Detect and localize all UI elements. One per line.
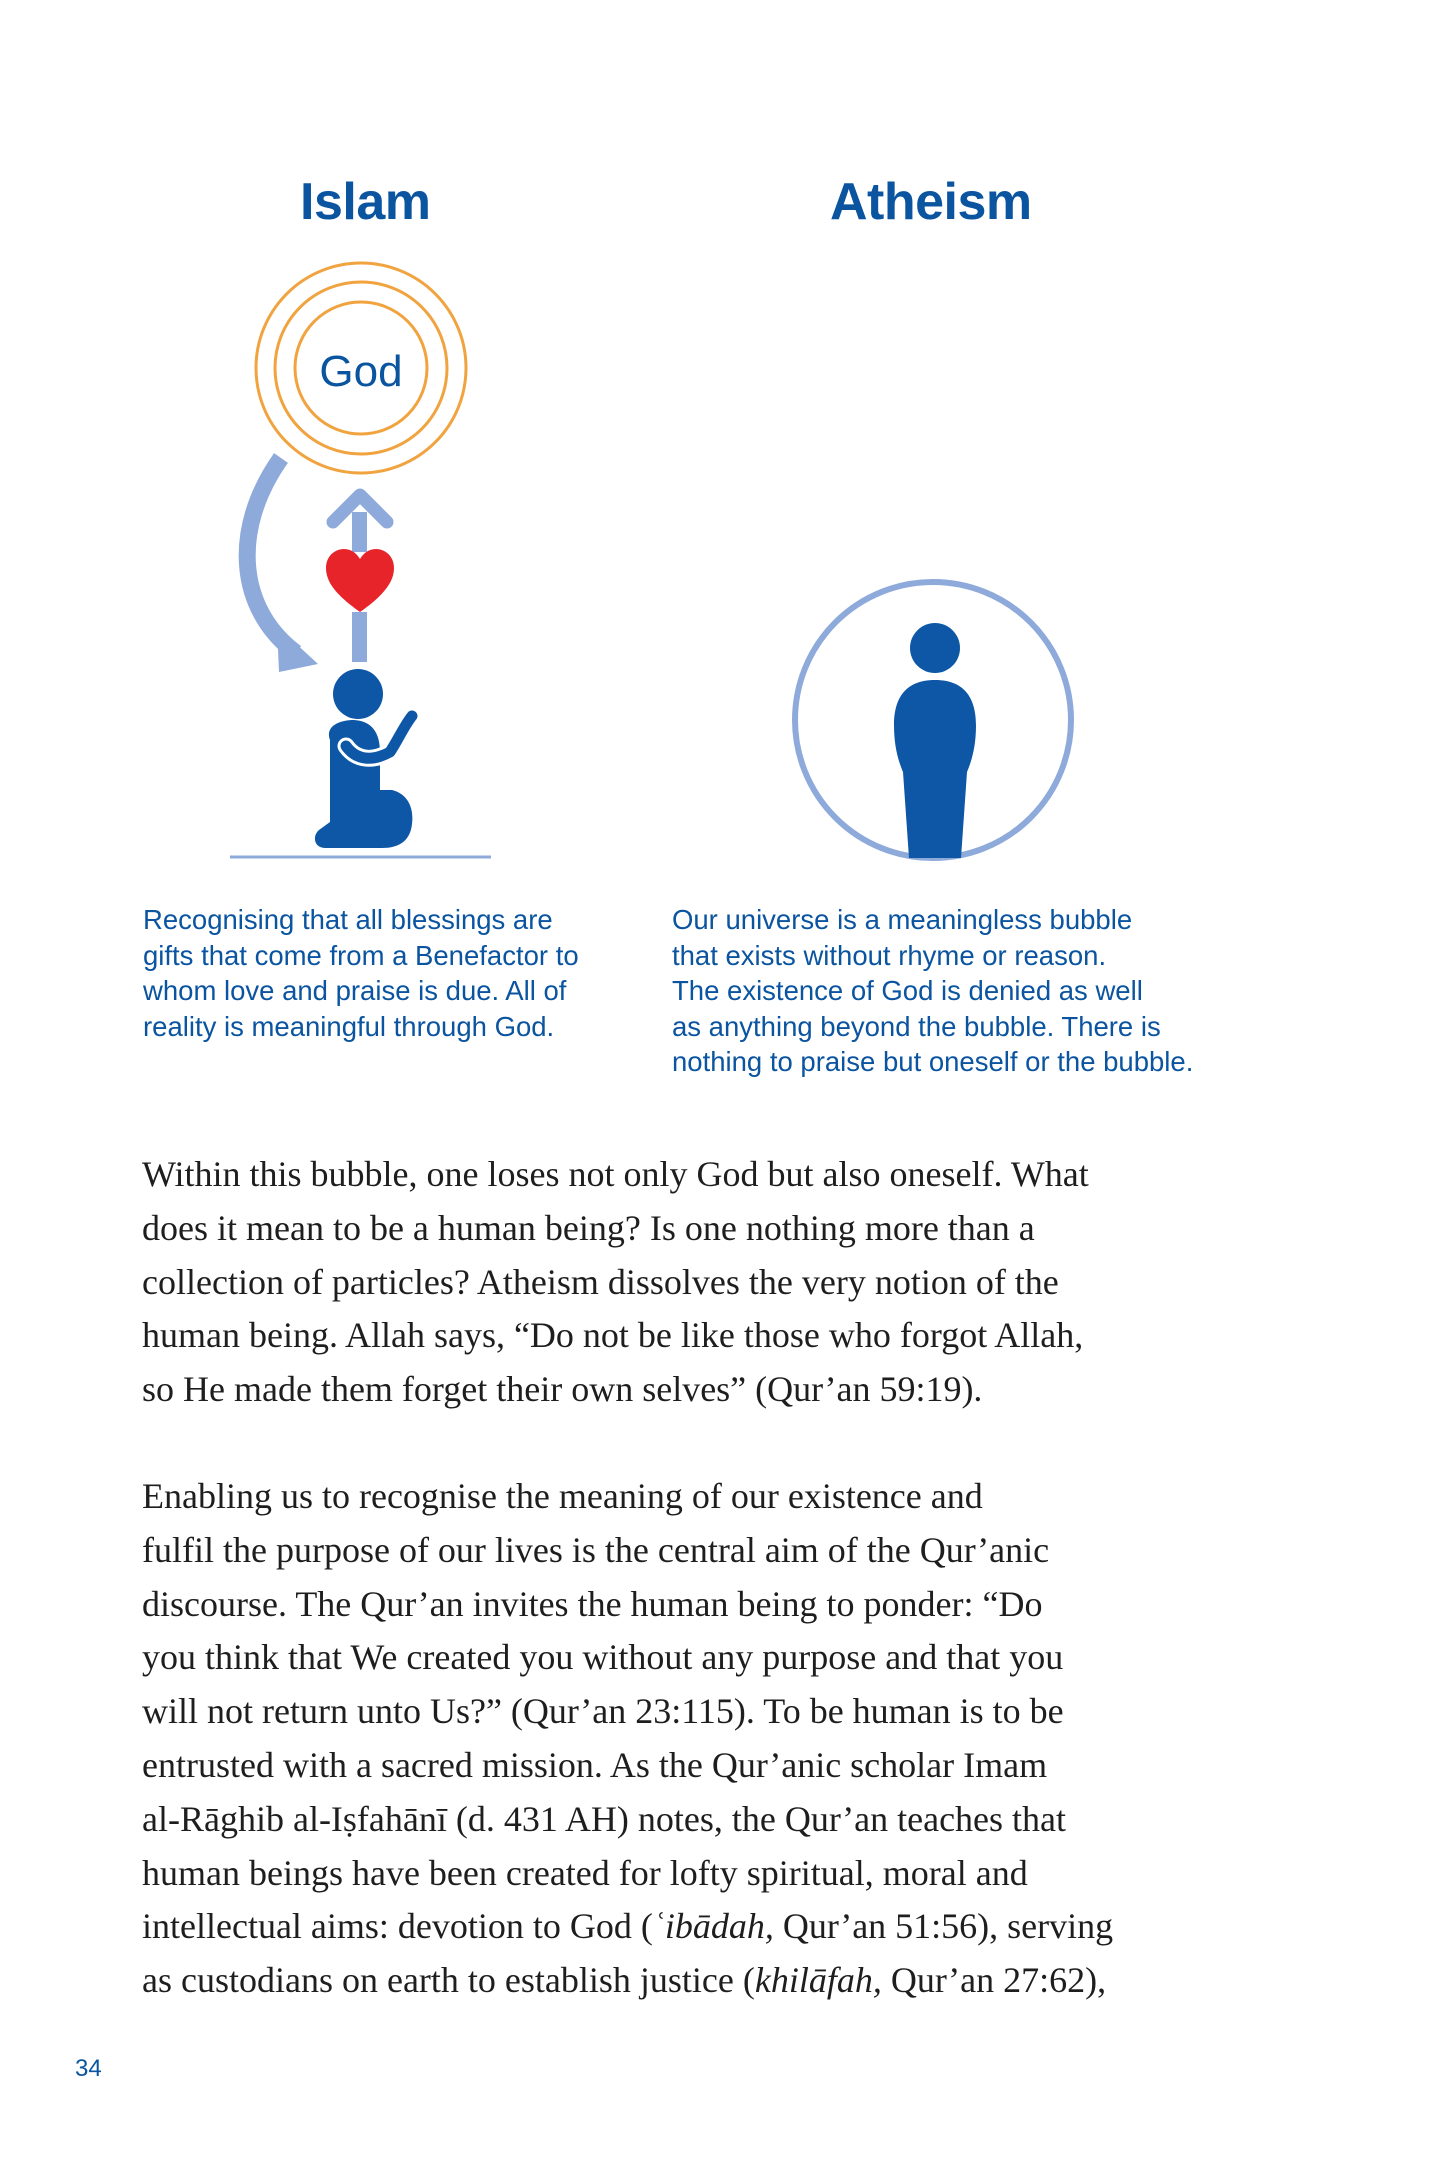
text-span: intellectual aims: devotion to God (	[142, 1906, 653, 1947]
italic-term: ʿibādah,	[652, 1906, 774, 1947]
body-paragraph-2	[142, 1470, 1262, 2008]
islam-heading: Islam	[300, 173, 431, 231]
caption-line: gifts that come from a Benefactor to	[143, 939, 579, 971]
caption-line: as anything beyond the bubble. There is	[672, 1010, 1161, 1042]
text-line: you think that We created you without any purpose and that you	[142, 1637, 1064, 1678]
god-label: God	[319, 347, 403, 396]
text-line: discourse. The Qur’an invites the human being to ponder: “Do	[142, 1583, 1043, 1624]
islam-caption	[143, 902, 579, 1044]
body-paragraph-1	[142, 1148, 1262, 1417]
text-line: human beings have been created for lofty spiritual, moral and	[142, 1852, 1028, 1893]
atheism-heading: Atheism	[830, 173, 1032, 231]
kneeling-person-icon	[315, 669, 412, 848]
text-line: collection of particles? Atheism dissolves the very notion of the	[142, 1261, 1059, 1302]
heart-icon	[326, 549, 394, 612]
italic-term: khilāfah,	[754, 1960, 882, 2001]
text-span: Qur’an 27:62),	[881, 1960, 1107, 2001]
text-line: entrusted with a sacred mission. As the Qur’anic scholar Imam	[142, 1744, 1048, 1785]
page-number: 34	[75, 2055, 102, 2082]
caption-line: nothing to praise but oneself or the bubble.	[672, 1046, 1194, 1077]
comparison-figure	[0, 0, 1445, 900]
text-line: Enabling us to recognise the meaning of our existence and	[142, 1476, 983, 1516]
text-line: human being. Allah says, “Do not be like those who forgot Allah,	[142, 1315, 1084, 1356]
text-span: as custodians on earth to establish justice (	[142, 1960, 755, 2001]
standing-person-icon	[894, 623, 976, 858]
curved-arrow-icon	[247, 458, 318, 672]
text-line: will not return unto Us?” (Qur’an 23:115). To be human is to be	[142, 1691, 1064, 1732]
caption-line: whom love and praise is due. All of	[143, 975, 567, 1006]
atheism-caption	[672, 902, 1193, 1080]
text-line: does it mean to be a human being? Is one nothing more than a	[142, 1207, 1035, 1248]
text-line: fulfil the purpose of our lives is the central aim of the Qur’anic	[142, 1529, 1050, 1570]
caption-line: Recognising that all blessings are	[143, 904, 553, 935]
caption-line: The existence of God is denied as well	[672, 975, 1143, 1006]
caption-line: reality is meaningful through God.	[143, 1010, 555, 1042]
text-line: al-Rāghib al-Iṣfahānī (d. 431 AH) notes, the Qur’an teaches that	[142, 1798, 1067, 1839]
text-span: Qur’an 51:56), serving	[773, 1906, 1114, 1947]
caption-line: that exists without rhyme or reason.	[672, 939, 1107, 971]
text-line: so He made them forget their own selves” (Qur’an 59:19).	[142, 1369, 983, 1410]
text-line: Within this bubble, one loses not only God but also oneself. What	[142, 1154, 1089, 1194]
text-line	[142, 1954, 1262, 2008]
caption-line: Our universe is a meaningless bubble	[672, 904, 1133, 935]
text-line	[142, 1900, 1262, 1954]
